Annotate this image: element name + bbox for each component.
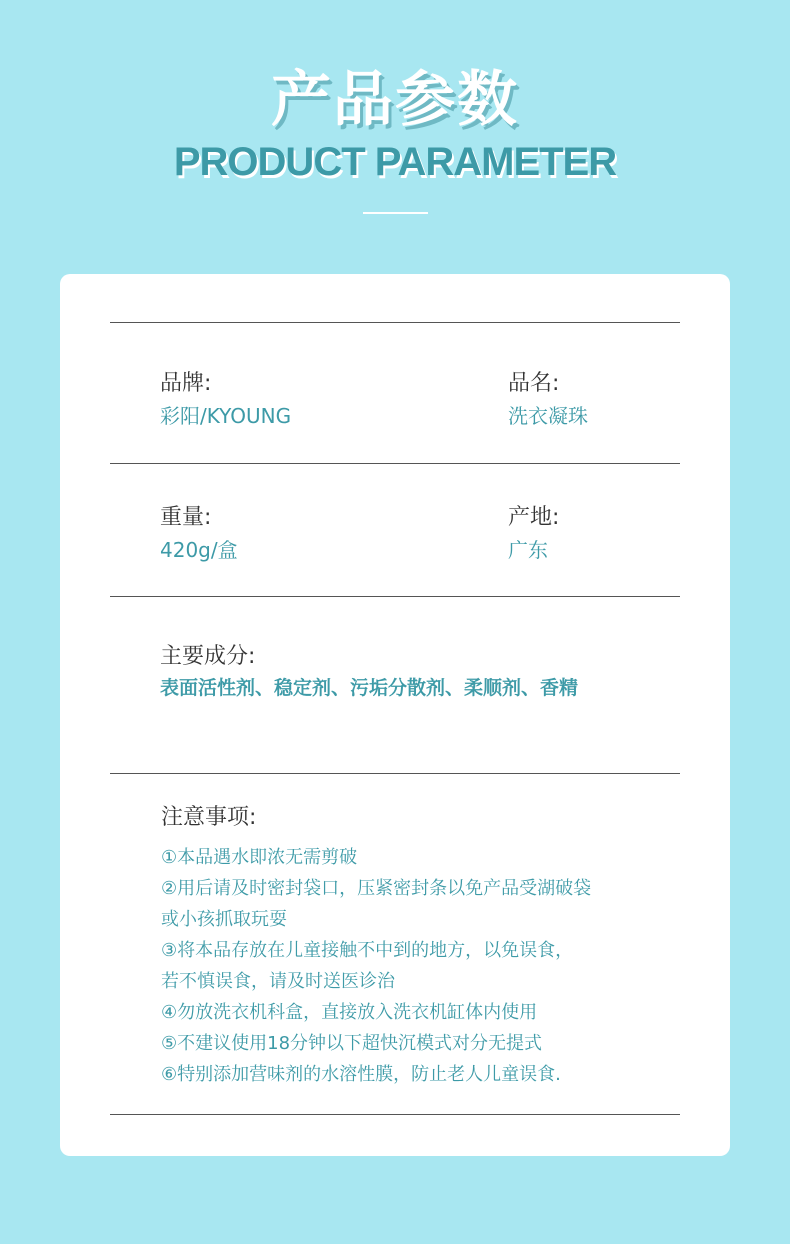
divider xyxy=(110,463,680,464)
divider xyxy=(110,322,680,323)
divider xyxy=(110,596,680,597)
note-line: ①本品遇水即浓无需剪破 xyxy=(161,847,358,868)
weight-label: 重量: xyxy=(160,505,212,530)
ingredients-value: 表面活性剂、稳定剂、污垢分散剂、柔顺剂、香精 xyxy=(160,677,579,699)
weight-value: 420g/盒 xyxy=(160,538,238,562)
notes-list xyxy=(161,842,661,1090)
ingredients-label: 主要成分: xyxy=(160,644,256,669)
product-name-label: 品名: xyxy=(508,371,560,396)
note-line: ②用后请及时密封袋口，压紧密封条以免产品受湖破袋 xyxy=(161,878,592,899)
divider xyxy=(110,1114,680,1115)
divider xyxy=(110,773,680,774)
note-line: ⑤不建议使用18分钟以下超快沉模式对分无提式 xyxy=(161,1033,543,1054)
origin-value: 广东 xyxy=(508,538,548,562)
page-title: 产品参数 xyxy=(271,65,519,135)
origin-label: 产地: xyxy=(508,505,560,530)
parameter-card xyxy=(60,274,730,1156)
header-divider xyxy=(363,212,428,214)
note-line: 若不慎误食，请及时送医诊治 xyxy=(161,971,395,992)
note-line: 或小孩抓取玩耍 xyxy=(161,909,287,930)
page-subtitle: PRODUCT PARAMETER xyxy=(173,140,617,184)
note-line: ③将本品存放在儿童接触不中到的地方，以免误食， xyxy=(161,940,574,961)
product-name-value: 洗衣凝珠 xyxy=(508,404,588,428)
brand-label: 品牌: xyxy=(160,371,212,396)
brand-value: 彩阳/KYOUNG xyxy=(160,404,292,428)
notes-label: 注意事项: xyxy=(161,805,257,830)
note-line: ④勿放洗衣机科盒，直接放入洗衣机缸体内使用 xyxy=(161,1002,538,1023)
note-line: ⑥特别添加营味剂的水溶性膜，防止老人儿童误食. xyxy=(161,1064,561,1085)
